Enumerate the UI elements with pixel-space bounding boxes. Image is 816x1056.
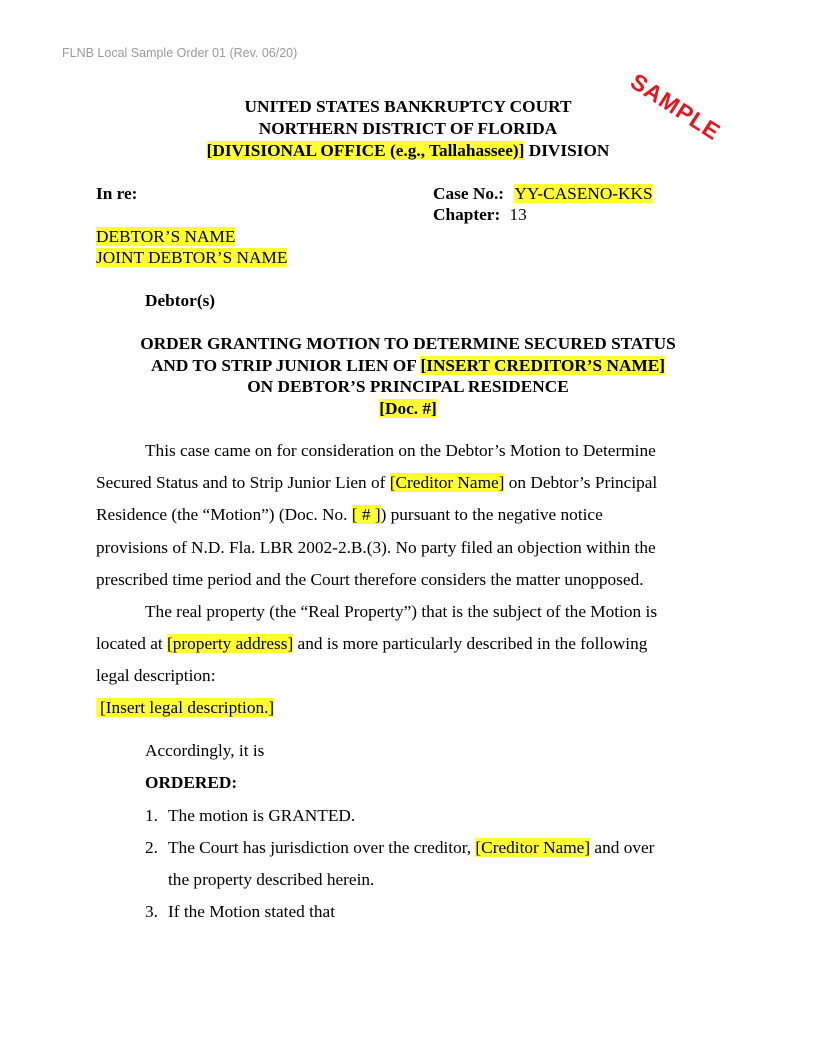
paragraph-1-line-5: prescribed time period and the Court therefore considers the matter unopposed.: [96, 570, 644, 589]
list-item: [145, 902, 336, 922]
text: Residence (the “Motion”) (Doc. No.: [96, 505, 352, 524]
joint-debtor-name: JOINT DEBTOR’S NAME: [96, 248, 288, 267]
chapter: [433, 205, 527, 225]
paragraph-1-line-4: provisions of N.D. Fla. LBR 2002-2.B.(3). No party filed an objection within the: [96, 538, 656, 557]
chapter-value: 13: [509, 205, 527, 224]
text: Secured Status and to Strip Junior Lien of: [96, 473, 390, 492]
division-placeholder: [DIVISIONAL OFFICE (e.g., Tallahassee)]: [206, 141, 525, 160]
list-item: [145, 838, 655, 858]
sample-stamp: SAMPLE: [625, 68, 726, 146]
chapter-label: Chapter:: [433, 205, 501, 224]
list-text: The motion is GRANTED.: [168, 806, 356, 825]
order-title-line-1: ORDER GRANTING MOTION TO DETERMINE SECURED STATUS: [140, 334, 676, 353]
case-number-label: Case No.:: [433, 184, 505, 203]
form-identifier: FLNB Local Sample Order 01 (Rev. 06/20): [62, 46, 298, 60]
list-number: 1.: [145, 806, 158, 825]
legal-description-placeholder: [Insert legal description.]: [96, 698, 274, 717]
ordered-heading: ORDERED:: [145, 773, 238, 792]
property-address-placeholder: [property address]: [167, 634, 294, 653]
list-text: If the Motion stated that: [168, 902, 336, 921]
accordingly-line: Accordingly, it is: [145, 741, 265, 760]
list-text: [168, 838, 654, 858]
order-title-prefix: AND TO STRIP JUNIOR LIEN OF: [150, 356, 421, 375]
list-item-continuation: the property described herein.: [168, 870, 375, 889]
debtor-name: DEBTOR’S NAME: [96, 227, 236, 246]
division-word: DIVISION: [524, 141, 610, 160]
text: located at: [96, 634, 168, 653]
list-item: [145, 806, 356, 826]
text: and over: [590, 838, 655, 857]
case-number: [433, 184, 653, 204]
debtor-label: Debtor(s): [145, 291, 216, 310]
list-number: 3.: [145, 902, 158, 921]
paragraph-2-line-3: legal description:: [96, 666, 216, 685]
doc-placeholder: [Doc. #]: [379, 399, 437, 418]
order-title-line-2: [0, 356, 816, 376]
order-title-line-3: ON DEBTOR’S PRINCIPAL RESIDENCE: [247, 377, 569, 396]
text: The Court has jurisdiction over the creditor,: [168, 838, 476, 857]
court-name: UNITED STATES BANKRUPTCY COURT: [244, 97, 572, 116]
paragraph-1-line-3: [96, 505, 603, 525]
creditor-placeholder: [Creditor Name]: [389, 473, 505, 492]
text: on Debtor’s Principal: [504, 473, 658, 492]
creditor-placeholder: [Creditor Name]: [475, 838, 591, 857]
list-number: 2.: [145, 838, 158, 857]
creditor-placeholder-title: [INSERT CREDITOR’S NAME]: [420, 356, 666, 375]
court-division: [0, 141, 816, 161]
case-number-value: YY-CASENO-KKS: [514, 184, 653, 203]
text: ) pursuant to the negative notice: [380, 505, 603, 524]
court-district: NORTHERN DISTRICT OF FLORIDA: [258, 119, 558, 138]
in-re-label: In re:: [96, 184, 138, 203]
paragraph-2-line-1: The real property (the “Real Property”) that is the subject of the Motion is: [145, 602, 658, 621]
doc-number-placeholder: [ # ]: [351, 505, 381, 524]
paragraph-1-line-2: [96, 473, 657, 493]
text: and is more particularly described in the following: [293, 634, 648, 653]
paragraph-1-line-1: This case came on for consideration on the Debtor’s Motion to Determine: [145, 441, 656, 460]
paragraph-2-line-2: [96, 634, 647, 654]
